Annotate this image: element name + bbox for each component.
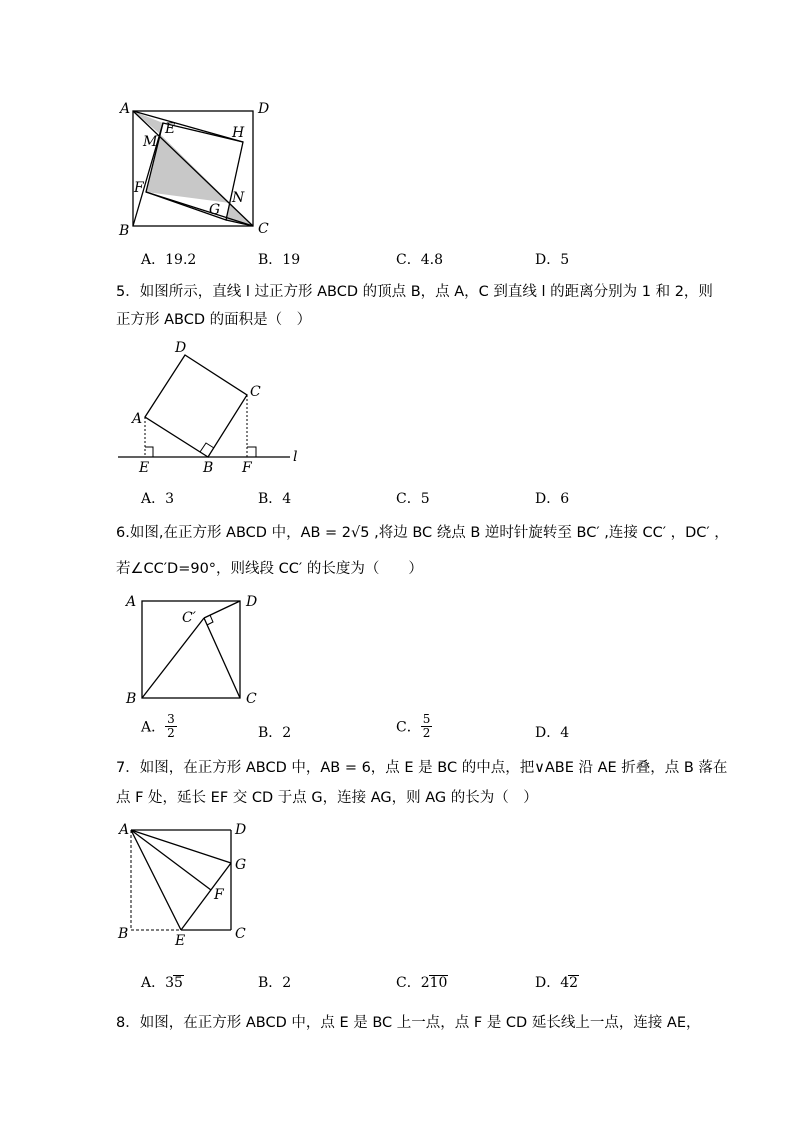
q7-text-line2: 点 F 处，延长 EF 交 CD 于点 G，连接 AG，则 AG 的长为（ ） [116,790,538,806]
q4-option-a[interactable]: A．19.2 [141,252,197,268]
label-n: N [232,190,245,206]
q5-option-a[interactable]: A．3 [141,491,175,507]
label-a: A [119,822,130,838]
q7-option-c[interactable]: C．210 [396,975,448,991]
q6-text-line2: 若∠CC′D=90°，则线段 CC′ 的长度为（ ） [116,561,423,577]
q5-option-d[interactable]: D．6 [535,491,570,507]
label-f: F [214,887,224,903]
q7-option-a[interactable]: A．35 [141,975,183,991]
label-e: E [165,121,176,137]
label-e: E [139,460,150,476]
q6-option-c[interactable]: C． $\frac{5}{2}$ [396,712,431,740]
label-c: C [258,221,269,237]
line-ae [131,830,181,930]
label-l: l [293,449,298,465]
label-d: D [175,340,187,356]
label-d: D [246,594,258,610]
line-af [131,830,211,890]
label-f: F [242,460,252,476]
line-c1c [204,618,240,698]
label-a: A [126,594,137,610]
q4-option-d[interactable]: D．5 [535,252,570,268]
line-bc1 [142,618,204,698]
q4-figure [110,96,285,241]
q4-option-b[interactable]: B．19 [258,252,301,268]
label-a: A [120,101,131,117]
q8-text-line1: 8．如图，在正方形 ABCD 中，点 E 是 BC 上一点，点 F 是 CD 延长线上一点，连接 AE， [116,1015,701,1031]
label-b: B [126,691,137,707]
square-abcd [145,355,247,457]
label-f: F [134,180,144,196]
line-ag [131,830,231,863]
label-d: D [235,822,247,838]
label-g: G [235,857,247,873]
label-a: A [132,411,143,427]
q6-option-b[interactable]: B．2 [258,725,292,741]
line-c1d [204,601,240,618]
q7-option-d[interactable]: D．42 [535,975,579,991]
q6-option-a[interactable]: A． $\frac{3}{2}$ [141,712,175,740]
q5-text-line2: 正方形 ABCD 的面积是（ ） [116,312,312,328]
label-c: C [250,384,261,400]
q5-option-b[interactable]: B．4 [258,491,292,507]
label-c-prime: C′ [182,610,196,626]
label-b: B [119,223,130,239]
label-g: G [209,202,221,218]
q7-text-line1: 7．如图，在正方形 ABCD 中，AB = 6，点 E 是 BC 的中点，把∨ABE 沿 AE 折叠，点 B 落在 [116,760,728,776]
label-c: C [246,691,257,707]
q5-figure [112,338,312,478]
q5-option-c[interactable]: C．5 [396,491,430,507]
label-b: B [203,460,214,476]
q6-option-d[interactable]: D．4 [535,725,570,741]
label-d: D [258,101,270,117]
right-angle-f [247,447,256,457]
label-c: C [235,926,246,942]
label-e: E [175,933,186,948]
label-b: B [118,926,129,942]
label-m: M [143,134,158,150]
q6-text-line1: 6.如图,在正方形 ABCD 中，AB = 2√5 ,将边 BC 绕点 B 逆时针旋转至 BC′ ,连接 CC′ ，DC′ ， [116,525,729,541]
q4-option-c[interactable]: C．4.8 [396,252,443,268]
q7-option-b[interactable]: B．2 [258,975,292,991]
q7-figure [112,818,262,948]
right-angle-e [145,447,153,457]
q5-text-line1: 5．如图所示，直线 l 过正方形 ABCD 的顶点 B，点 A，C 到直线 l 的距离分别为 1 和 2，则 [116,284,713,300]
label-h: H [232,125,245,141]
q6-figure [112,588,272,708]
